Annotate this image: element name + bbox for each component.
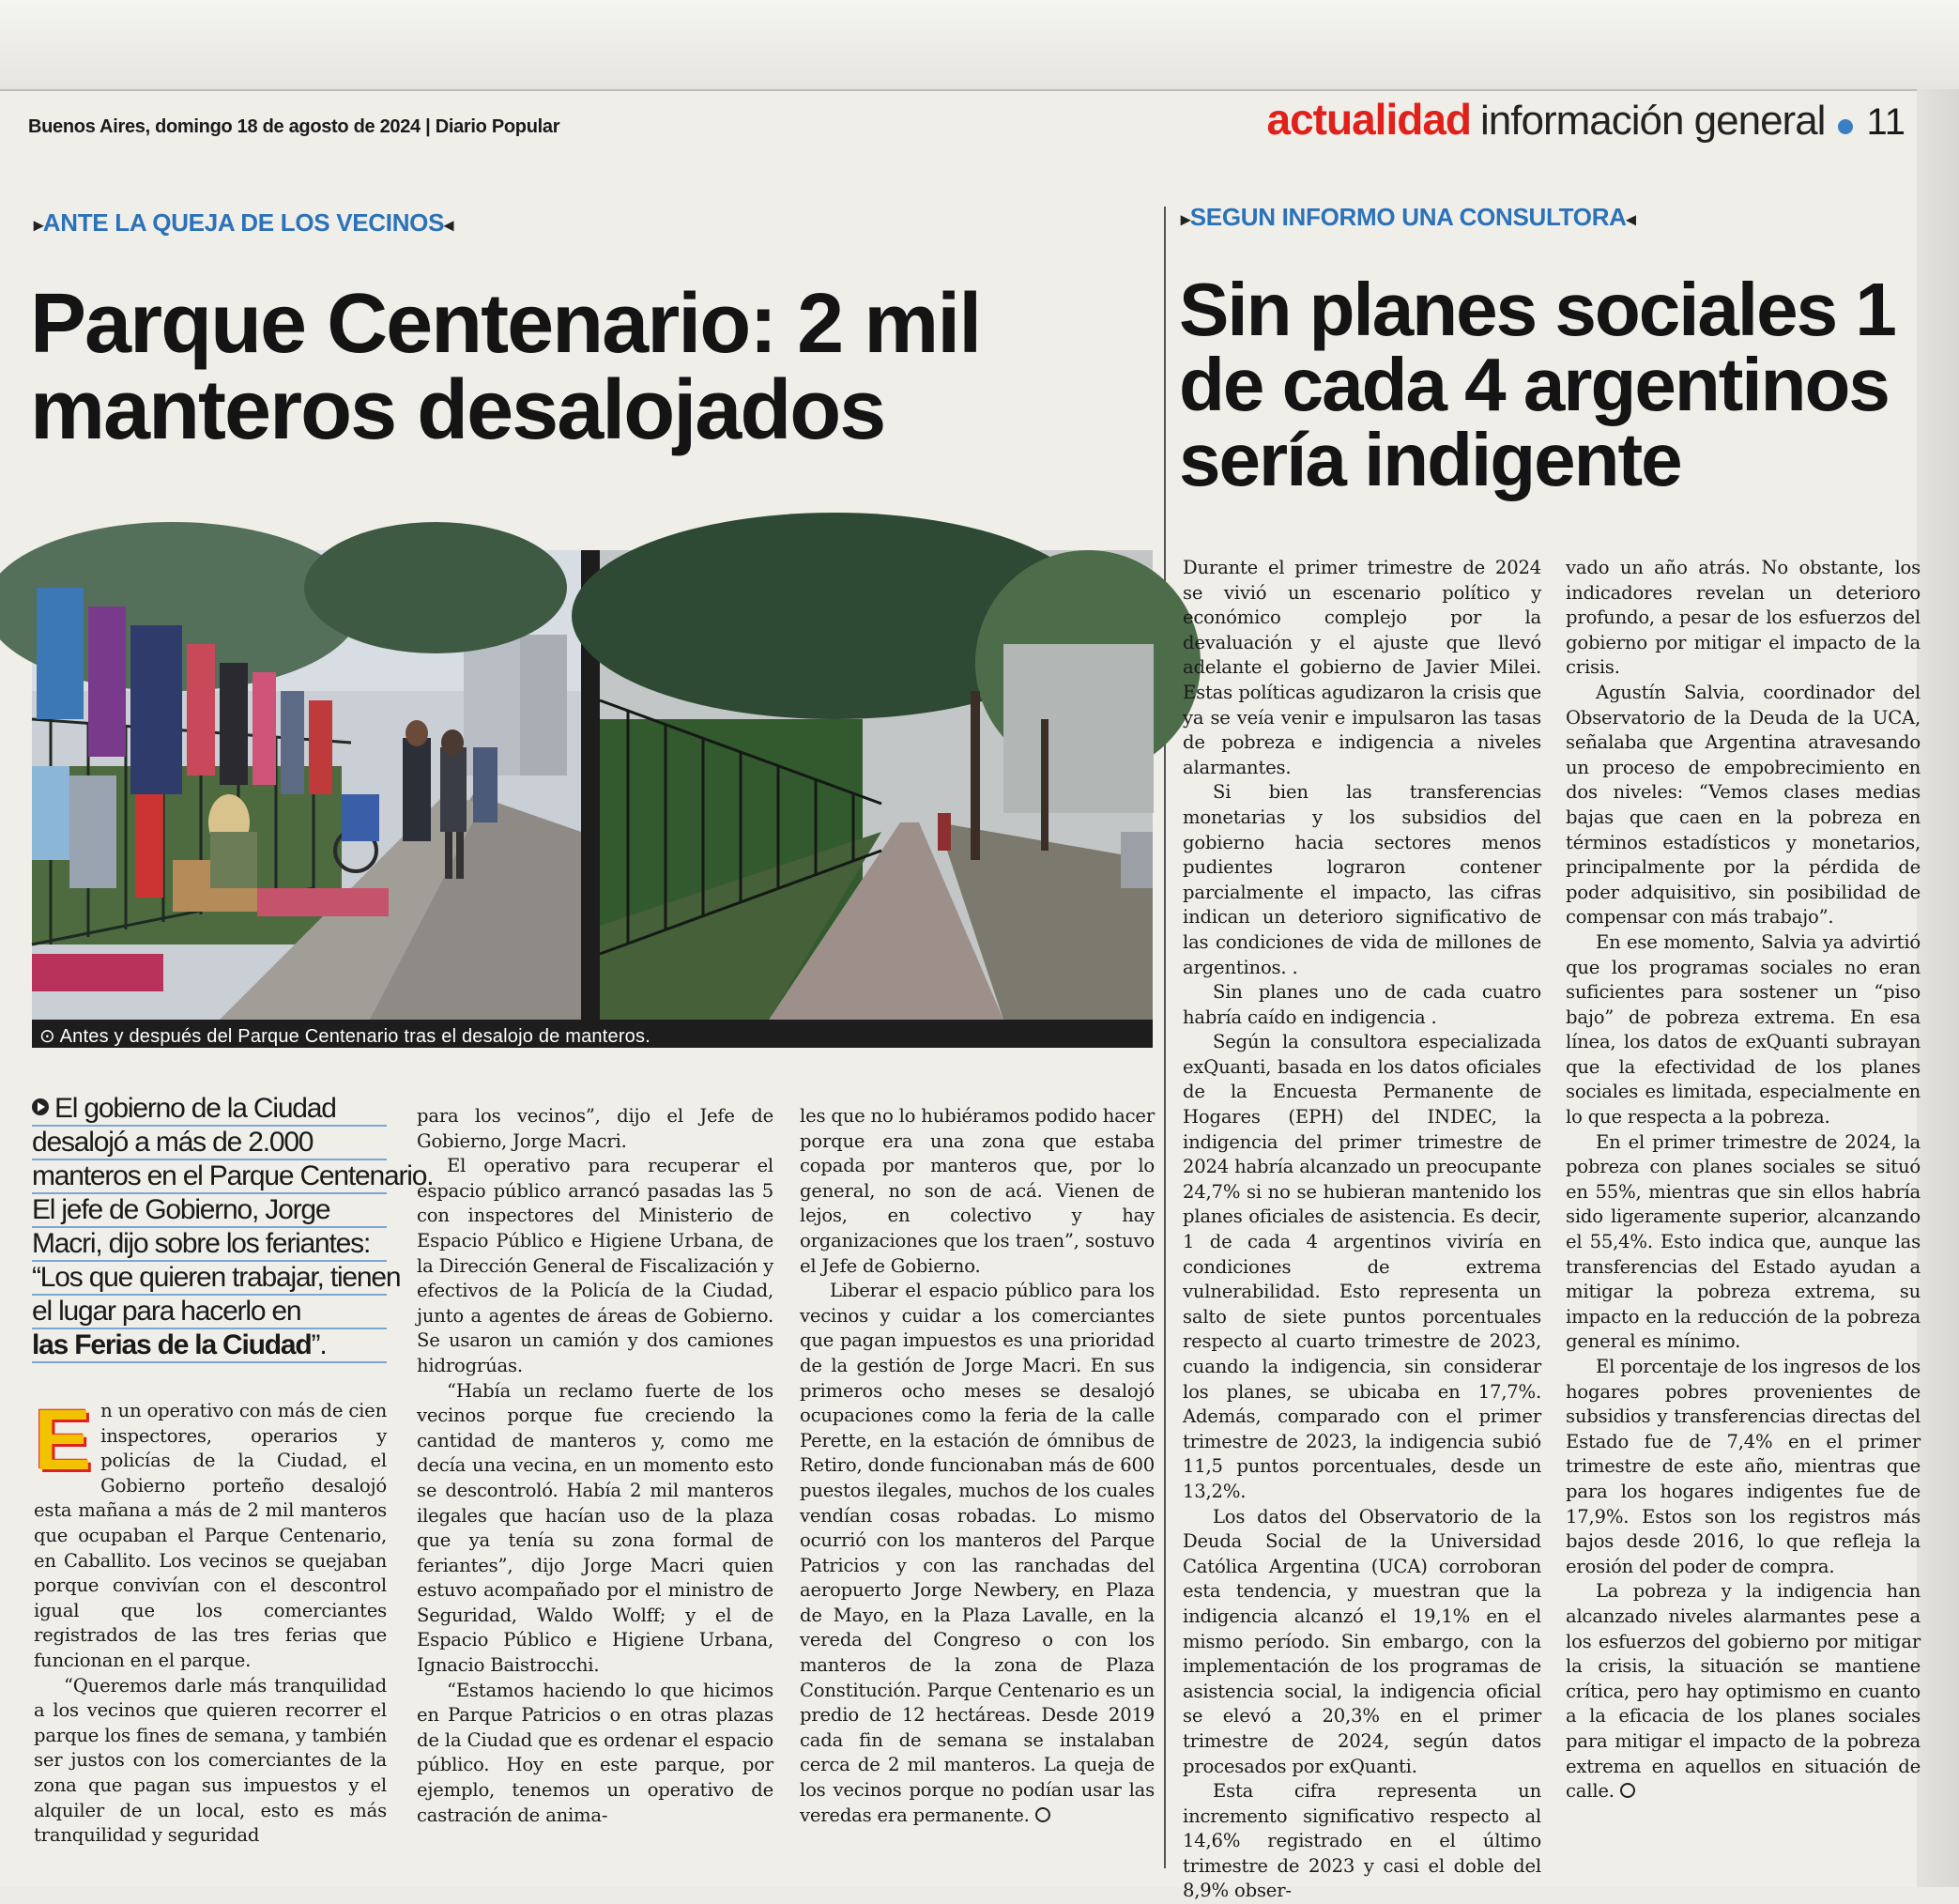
column-divider <box>1164 207 1166 1868</box>
left-kicker-text: ANTE LA QUEJA DE LOS VECINOS <box>42 208 445 237</box>
body-paragraph: Los datos del Observatorio de la Deuda Social de la Universidad Católica Argentina (UCA) corroboran esta tendencia, y muestran que la indigencia alcanzó el 19,1% en el mismo período. Sin embargo, con la implementación de los programas de asistencia social, la indigencia oficial se elevó a 20,3% en el primer trimestre de 2024, según datos procesados por exQuanti. <box>1183 1505 1541 1777</box>
kicker-arrow-icon: ▸ <box>1181 209 1190 230</box>
page-number: 11 <box>1866 101 1905 143</box>
kicker-arrow-icon: ◂ <box>444 215 453 236</box>
body-paragraph: Si bien las transferencias monetarias y los subsidios del gobierno hacia sectores menos pudientes lograron contener parcialmente el impacto, las cifras indican un deterioro significativo de las condiciones de vida de millones de argentinos. . <box>1183 781 1541 978</box>
body-paragraph: vado un año atrás. No obstante, los indicadores revelan un deterioro profundo, a pesar de los esfuerzos del gobierno por mitigar el impacto de la crisis. <box>1566 557 1921 679</box>
kicker-arrow-icon: ▸ <box>34 215 43 236</box>
right-headline-line: Sin planes sociales 1 <box>1179 268 1895 351</box>
page-edge-shadow <box>1917 89 1959 1887</box>
photo-after <box>600 550 1153 1020</box>
body-paragraph: En el primer trimestre de 2024, la pobreza con planes sociales se situó en 55%, mientras que sin ellos habría sido ligeramente superior, alcanzando el 55,4%. Esto indica que, aunque las transferencias del Estado ayudan a mitigar la pobreza extrema, su impacto en la reducción de la pobreza general es mínimo. <box>1566 1130 1921 1353</box>
photo-after-image <box>600 550 1153 1020</box>
body-paragraph: “Queremos darle más tranquilidad a los vecinos que quieren recorrer el parque los fines de semana, y también ser justos con los comerciantes de la zona que pagan sus impuestos y el alquiler de un local, esto es más tranquilidad y seguridad <box>34 1674 387 1847</box>
body-paragraph: les que no lo hubiéramos podido hacer porque era una zona que estaba copada por manteros que, por lo general, no son de acá. Vienen de lejos, en colectivo y hay organizaciones que los traen”, sostuvo el Jefe de Gobierno. <box>800 1105 1155 1277</box>
right-headline <box>1179 268 1895 501</box>
body-paragraph: Sin planes uno de cada cuatro habría caído en indigencia . <box>1183 981 1541 1028</box>
body-text: Liberar el espacio público para los vecinos y cuidar a los comerciantes que pagan impuestos es una prioridad de la gestión de Jorge Macri. En sus primeros ocho meses se desalojó ocupaciones como la feria de la calle Perette, en la estación de ómnibus de Retiro, donde funcionaban más de 600 puestos ilegales, muchos de los cuales vendían cosas robadas. Lo mismo ocurrió con los manteros del Parque Patricios y con las ranchadas del aeropuerto Jorge Newbery, en Plaza de Mayo, en la Plaza Lavalle, en la vereda del Congreso o con los manteros de la zona de Plaza Constitución. Parque Centenario es un predio de 12 hectáreas. Desde 2019 cada fin de semana se instalaban cerca de 2 mil manteros. La queja de los vecinos porque no podían usar las veredas era permanente. <box>800 1280 1155 1826</box>
lead-line: Macri, dijo sobre los feriantes: <box>32 1228 387 1262</box>
body-paragraph: Durante el primer trimestre de 2024 se vivió un escenario político y económico complejo por la devaluación y el ajuste que llevó adelante el gobierno de Javier Milei. Estas políticas agudizaron la crisis que ya se veía venir e impulsaron las tasas de pobreza e indigencia a niveles alarmantes. <box>1183 557 1541 778</box>
right-article-col-1 <box>1183 556 1541 1904</box>
page-header <box>28 90 1905 145</box>
right-headline-line: de cada 4 argentinos <box>1179 343 1889 426</box>
section-dot-icon <box>1838 119 1853 134</box>
body-paragraph: El operativo para recuperar el espacio público arrancó pasadas las 5 con inspectores del Ministerio de Espacio Público e Higiene Urbana, de la Dirección General de Fiscalización y efectivos de la Policía de la Ciudad, junto a agentes de áreas de Gobierno. Se usaron un camión y dos camiones hidrogrúas. <box>417 1155 773 1376</box>
left-kicker <box>34 208 453 238</box>
body-paragraph: El porcentaje de los ingresos de los hogares pobres provenientes de subsidios y transferencias directas del Estado fue de 7,4% en el primer trimestre de este año, mientras que para los hogares indigentes fue de 17,9%. Estos son los registros más bajos desde 2016, lo que refleja la erosión del poder de compra. <box>1566 1356 1921 1577</box>
body-paragraph: “Había un reclamo fuerte de los vecinos porque fue creciendo la cantidad de manteros y, como me decía una vecina, en un momento esto se descontroló. Había 2 mil manteros ilegales que hacían uso de la plaza que ya tenía su zona formal de feriantes”, dijo Jorge Macri quien estuvo acompañado por el ministro de Seguridad, Waldo Wolff; y el de Espacio Público e Higiene Urbana, Ignacio Baistrocchi. <box>417 1379 773 1677</box>
photo-block <box>32 550 1153 1048</box>
body-paragraph <box>1566 1579 1921 1804</box>
lead-line: El jefe de Gobierno, Jorge <box>32 1194 387 1228</box>
body-paragraph: Según la consultora especializada exQuanti, basada en los datos oficiales de la Encuesta Permanente de Hogares (EPH) del INDEC, la indigencia del primer trimestre de 2024 habría alcanzado un preocupante 24,7% si no se hubieran mantenido los planes oficiales de asistencia. Es decir, 1 de cada 4 argentinos viviría en condiciones de extrema vulnerabilidad. Esto representa un salto de siete puntos porcentuales respecto al cuarto trimestre de 2023, cuando la indigencia, sin considerar los planes, se ubicaba en 17,7%. Además, comparado con el primer trimestre de 2023, la indigencia subió 11,5 puntos porcentuales, desde un 13,2%. <box>1183 1031 1541 1502</box>
body-paragraph: Esta cifra representa un incremento significativo respecto al 14,6% registrado en el último trimestre de 2023 y casi el doble del 8,9% obser- <box>1183 1780 1541 1902</box>
lead-text: El gobierno de la Ciudad <box>54 1093 336 1124</box>
lead-line: el lugar para hacerlo en <box>32 1296 387 1329</box>
right-kicker <box>1181 203 1635 232</box>
section-name-red: actualidad <box>1266 95 1472 144</box>
left-headline <box>30 277 981 457</box>
body-paragraph: En ese momento, Salvia ya advirtió que los programas sociales no eran suficientes para sostener un “piso bajo” de pobreza extrema. En esa línea, los datos de exQuanti subrayan que la efectividad de los planes sociales es limitada, especialmente en lo que respecta a la pobreza. <box>1566 930 1921 1129</box>
lead-line: desalojó a más de 2.000 <box>32 1127 387 1160</box>
body-paragraph <box>800 1279 1155 1828</box>
kicker-arrow-icon: ◂ <box>1626 209 1636 230</box>
lead-line: “Los que quieren trabajar, tienen <box>32 1262 387 1296</box>
left-headline-line: Parque Centenario: 2 mil <box>30 277 981 371</box>
left-article-col-1 <box>34 1392 387 1849</box>
section-label <box>1267 94 1906 145</box>
right-headline-line: sería indigente <box>1179 418 1681 501</box>
photo-before-image <box>32 550 581 1020</box>
lead-bold-text: las Ferias de la Ciudad <box>32 1329 312 1360</box>
body-paragraph: “Estamos haciendo lo que hicimos en Parque Patricios o en otras plazas de la Ciudad que es ordenar el espacio público. Hoy en este parque, por ejemplo, tenemos un operativo de castración de anima- <box>417 1679 773 1826</box>
photo-caption-text: Antes y después del Parque Centenario tras el desalojo de manteros. <box>59 1026 650 1047</box>
left-article-col-2 <box>417 1104 773 1828</box>
lead-line <box>32 1093 387 1127</box>
play-bullet-icon <box>32 1098 49 1115</box>
right-kicker-text: SEGUN INFORMO UNA CONSULTORA <box>1189 203 1627 231</box>
body-text: La pobreza y la indigencia han alcanzado niveles alarmantes pese a los esfuerzos del gobierno por mitigar la crisis, la situación se mantiene crítica, pero hay optimismo en cuanto a la eficacia de los planes sociales para mitigar el impacto de la pobreza extrema en aquellos en situación de calle. <box>1566 1580 1921 1803</box>
drop-cap: E <box>34 1392 92 1488</box>
lead-text: ”. <box>311 1329 327 1360</box>
photo-caption <box>39 1024 650 1048</box>
body-text: n un operativo con más de cien inspectores, operarios y policías de la Ciudad, el Gobierno porteño desalojó esta mañana a más de 2 mil manteros que ocupaban el Parque Centenario, en Caballito. Los vecinos se quejaban porque convivían con el descontrol igual que los comerciantes registrados de las tres ferias que funcionan en el parque. <box>34 1400 387 1671</box>
body-paragraph: Agustín Salvia, coordinador del Observatorio de la Deuda de la UCA, señalaba que Argentina atravesando un proceso de empobrecimiento en dos niveles: “Vemos clases medias bajas que caen en la pobreza en términos estadísticos y monetarios, principalmente por la pérdida de poder adquisitivo, sin posibilidad de compensar con más trabajo”. <box>1566 681 1921 929</box>
left-article-col-3 <box>800 1104 1155 1828</box>
section-name: información general <box>1480 98 1826 144</box>
lead-line <box>32 1329 387 1363</box>
body-paragraph <box>34 1392 387 1674</box>
lead-line: manteros en el Parque Centenario. <box>32 1160 387 1194</box>
left-headline-line: manteros desalojados <box>30 362 885 457</box>
right-article-col-2 <box>1566 556 1921 1804</box>
dateline: Buenos Aires, domingo 18 de agosto de 2024 | Diario Popular <box>28 116 560 137</box>
end-of-article-icon <box>1620 1783 1635 1798</box>
photo-before <box>32 550 581 1020</box>
end-of-article-icon <box>1035 1807 1050 1822</box>
body-paragraph: para los vecinos”, dijo el Jefe de Gobierno, Jorge Macri. <box>417 1105 773 1152</box>
lead-summary <box>32 1093 434 1363</box>
previous-page-bleed <box>0 0 1959 91</box>
caption-arrow-icon: ⊙ <box>39 1026 60 1047</box>
